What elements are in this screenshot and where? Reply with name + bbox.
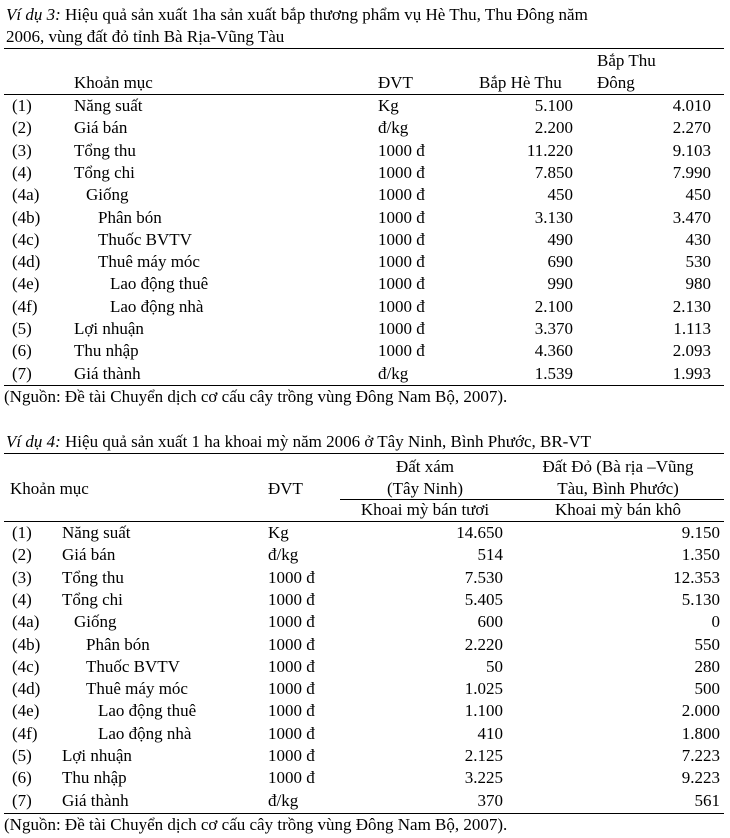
- example3-title-line2: 2006, vùng đất đỏ tỉnh Bà Rịa-Vũng Tàu: [6, 27, 285, 46]
- row-number: (4c): [12, 229, 40, 249]
- row-value-1: 3.225: [464, 768, 503, 788]
- row-number: (4c): [12, 656, 40, 676]
- row-unit: 1000 đ: [378, 252, 425, 272]
- example3-title-line1: Hiệu quả sản xuất 1ha sản xuất bắp thương phẩm vụ Hè Thu, Thu Đông năm: [60, 5, 588, 24]
- row-unit: 1000 đ: [268, 567, 315, 587]
- row-item: Lao động nhà: [110, 296, 204, 316]
- row-value-1: 490: [547, 229, 573, 249]
- row-value-1: 690: [547, 252, 573, 272]
- row-item: Tổng thu: [74, 140, 136, 160]
- row-number: (2): [12, 545, 32, 565]
- row-value-1: 1.100: [464, 701, 503, 721]
- row-item: Thuê máy móc: [98, 252, 200, 272]
- row-value-1: 3.370: [534, 319, 573, 338]
- row-item: Tổng chi: [74, 162, 135, 182]
- row-item: Năng suất: [62, 523, 131, 542]
- row-number: (7): [12, 790, 32, 810]
- row-value-1: 1.025: [464, 679, 503, 699]
- row-item: Tổng chi: [62, 589, 123, 609]
- row-unit: đ/kg: [378, 118, 409, 138]
- row-item: Thuê máy móc: [86, 679, 188, 699]
- row-unit: 1000 đ: [268, 679, 315, 699]
- row-value-2: 550: [694, 634, 720, 654]
- row-number: (5): [12, 319, 32, 338]
- row-item: Lợi nhuận: [74, 319, 144, 338]
- row-value-1: 2.200: [534, 118, 573, 138]
- row-unit: 1000 đ: [378, 162, 425, 182]
- row-value-2: 0: [711, 612, 720, 632]
- row-value-1: 7.530: [464, 567, 503, 587]
- row-item: Lao động thuê: [110, 274, 209, 294]
- row-value-2: 7.223: [681, 746, 720, 765]
- row-value-1: 50: [486, 656, 503, 676]
- row-value-2: 2.270: [672, 118, 711, 138]
- row-value-1: 11.220: [526, 140, 573, 160]
- row-value-1: 370: [477, 790, 503, 810]
- row-unit: 1000 đ: [268, 634, 315, 654]
- row-item: Thuốc BVTV: [86, 656, 180, 676]
- row-unit: 1000 đ: [268, 656, 315, 676]
- example3-source-note: (Nguồn: Đề tài Chuyển dịch cơ cấu cây trồng vùng Đông Nam Bộ, 2007).: [4, 387, 508, 406]
- row-item: Thu nhập: [74, 341, 139, 361]
- example3-header-col2-line1: Bắp Thu: [597, 51, 656, 70]
- row-value-2: 9.103: [672, 140, 711, 160]
- row-number: (4f): [12, 296, 38, 316]
- example4-group1-line2: (Tây Ninh): [386, 479, 463, 498]
- row-item: Lợi nhuận: [62, 746, 132, 765]
- example3-label: Ví dụ 3:: [6, 5, 61, 24]
- row-item: Lao động nhà: [98, 723, 192, 743]
- row-value-2: 280: [694, 656, 720, 676]
- example3-header-item: Khoản mục: [74, 73, 153, 92]
- row-value-2: 2.000: [681, 701, 720, 721]
- row-unit: 1000 đ: [378, 319, 425, 338]
- example4-header-unit: ĐVT: [268, 479, 303, 498]
- row-item: Phân bón: [86, 634, 150, 654]
- row-item: Phân bón: [98, 207, 162, 227]
- row-unit: 1000 đ: [268, 589, 315, 609]
- row-number: (1): [12, 96, 32, 115]
- row-unit: 1000 đ: [378, 229, 425, 249]
- example4-caption: [6, 431, 724, 453]
- row-number: (4d): [12, 679, 41, 699]
- row-value-2: 4.010: [672, 96, 711, 115]
- row-number: (4a): [12, 612, 40, 632]
- row-item: Năng suất: [74, 96, 143, 115]
- row-number: (3): [12, 567, 32, 587]
- row-item: Lao động thuê: [98, 701, 197, 721]
- row-item: Giống: [86, 185, 129, 205]
- row-value-2: 430: [685, 229, 711, 249]
- row-value-2: 7.990: [672, 162, 711, 182]
- example3-caption: [6, 4, 724, 26]
- row-value-2: 500: [694, 679, 720, 699]
- example4-header-item: Khoản mục: [10, 479, 89, 498]
- row-unit: 1000 đ: [378, 185, 425, 205]
- example3-header-col2-line2: Đông: [597, 73, 635, 92]
- row-item: Giá thành: [62, 790, 129, 810]
- row-value-1: 4.360: [534, 341, 573, 361]
- row-value-2: 2.130: [672, 296, 711, 316]
- example4-top-rule: [4, 453, 724, 454]
- row-unit: 1000 đ: [268, 723, 315, 743]
- row-value-2: 1.993: [672, 363, 711, 383]
- row-number: (4): [12, 589, 32, 609]
- row-number: (4b): [12, 207, 41, 227]
- row-number: (3): [12, 140, 32, 160]
- row-value-2: 530: [685, 252, 711, 272]
- row-value-2: 9.150: [681, 523, 720, 542]
- row-unit: Kg: [378, 96, 399, 115]
- row-unit: đ/kg: [378, 363, 409, 383]
- row-value-1: 3.130: [534, 207, 573, 227]
- row-value-2: 1.800: [681, 723, 720, 743]
- row-value-1: 2.220: [464, 634, 503, 654]
- row-unit: 1000 đ: [378, 296, 425, 316]
- example4-label: Ví dụ 4:: [6, 432, 61, 451]
- row-number: (4d): [12, 252, 41, 272]
- row-item: Giá bán: [74, 118, 128, 138]
- row-item: Giá bán: [62, 545, 116, 565]
- row-item: Giống: [74, 612, 117, 632]
- row-value-1: 5.405: [464, 589, 503, 609]
- row-value-2: 980: [685, 274, 711, 294]
- row-number: (6): [12, 341, 32, 361]
- row-value-1: 2.125: [464, 746, 503, 765]
- row-value-2: 2.093: [672, 341, 711, 361]
- row-unit: 1000 đ: [268, 612, 315, 632]
- row-number: (4e): [12, 274, 40, 294]
- row-number: (2): [12, 118, 32, 138]
- row-value-2: 9.223: [681, 768, 720, 788]
- row-unit: 1000 đ: [268, 746, 315, 765]
- row-number: (7): [12, 363, 32, 383]
- example4-group2-line1: Đất Đỏ (Bà rịa –Vũng: [542, 457, 694, 476]
- row-value-1: 14.650: [456, 523, 503, 542]
- row-number: (1): [12, 523, 32, 542]
- row-value-1: 450: [547, 185, 573, 205]
- example4-source-note: (Nguồn: Đề tài Chuyển dịch cơ cấu cây trồng vùng Đông Nam Bộ, 2007).: [4, 815, 508, 834]
- row-value-2: 1.350: [681, 545, 720, 565]
- row-number: (4a): [12, 185, 40, 205]
- row-unit: 1000 đ: [378, 274, 425, 294]
- row-unit: 1000 đ: [378, 207, 425, 227]
- example4-group2-line2: Tàu, Bình Phước): [557, 479, 679, 498]
- example3-top-rule: [4, 48, 724, 49]
- row-value-2: 12.353: [673, 567, 720, 587]
- row-value-1: 990: [547, 274, 573, 294]
- row-number: (6): [12, 768, 32, 788]
- row-unit: 1000 đ: [378, 341, 425, 361]
- row-value-1: 7.850: [534, 162, 573, 182]
- example4-sub2: Khoai mỳ bán khô: [554, 500, 682, 519]
- row-value-2: 561: [694, 790, 720, 810]
- example4-title: Hiệu quả sản xuất 1 ha khoai mỳ năm 2006 ở Tây Ninh, Bình Phước, BR-VT: [60, 432, 591, 451]
- row-item: Giá thành: [74, 363, 141, 383]
- row-number: (4e): [12, 701, 40, 721]
- row-number: (4b): [12, 634, 41, 654]
- row-number: (5): [12, 746, 32, 765]
- row-value-1: 2.100: [534, 296, 573, 316]
- row-unit: 1000 đ: [378, 140, 425, 160]
- row-item: Tổng thu: [62, 567, 124, 587]
- row-value-2: 5.130: [681, 589, 720, 609]
- row-value-1: 600: [477, 612, 503, 632]
- example3-header-unit: ĐVT: [378, 73, 413, 92]
- row-unit: 1000 đ: [268, 768, 315, 788]
- example4-group1-line1: Đất xám: [395, 457, 455, 476]
- row-value-1: 5.100: [534, 96, 573, 115]
- row-value-1: 1.539: [534, 363, 573, 383]
- example4-sub1: Khoai mỳ bán tươi: [360, 500, 490, 519]
- row-number: (4f): [12, 723, 38, 743]
- row-number: (4): [12, 162, 32, 182]
- row-unit: Kg: [268, 523, 289, 542]
- row-value-2: 450: [685, 185, 711, 205]
- row-value-2: 1.113: [673, 319, 711, 338]
- row-value-1: 410: [477, 723, 503, 743]
- example3-header-col1: Bắp Hè Thu: [479, 73, 562, 92]
- row-item: Thuốc BVTV: [98, 229, 192, 249]
- row-value-1: 514: [477, 545, 503, 565]
- row-item: Thu nhập: [62, 768, 127, 788]
- row-unit: 1000 đ: [268, 701, 315, 721]
- row-unit: đ/kg: [268, 545, 299, 565]
- row-value-2: 3.470: [672, 207, 711, 227]
- row-unit: đ/kg: [268, 790, 299, 810]
